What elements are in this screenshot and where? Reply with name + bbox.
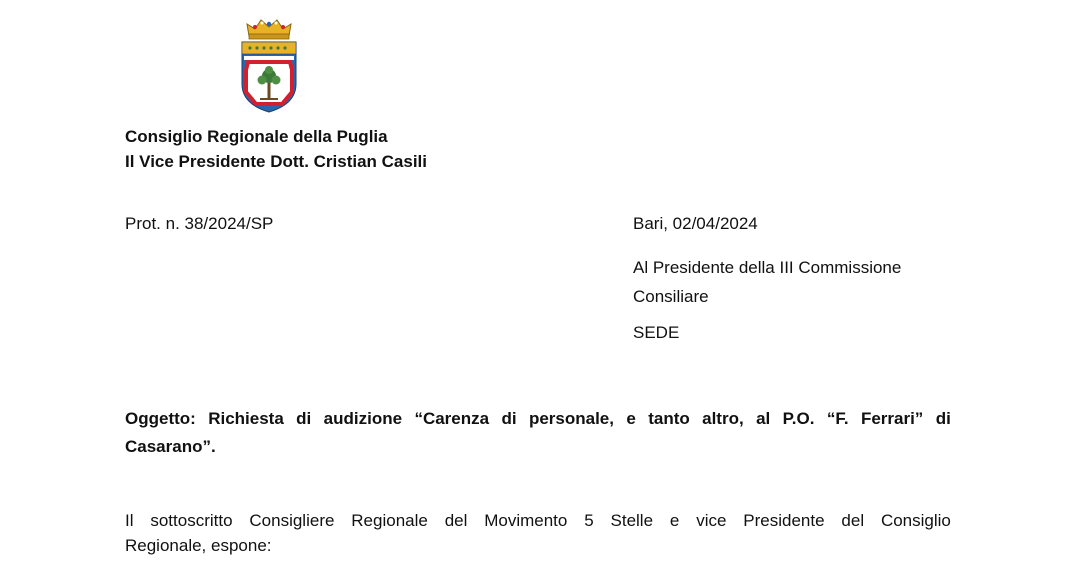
subject-word: “F. (826, 409, 849, 428)
subject-line-2: Casarano”. (125, 437, 216, 456)
body-line-1 (125, 508, 951, 533)
subject-word: Oggetto: (125, 409, 196, 428)
body-word: 5 (584, 511, 594, 530)
subject-word: audizione (323, 409, 403, 428)
subject-word: di (296, 409, 312, 428)
recipient (633, 253, 901, 311)
signatory-title: Il Vice Presidente Dott. Cristian Casili (125, 152, 428, 171)
place-date: Bari, 02/04/2024 (633, 214, 758, 233)
subject-word: tanto (648, 409, 690, 428)
subject-word: “Carenza (414, 409, 490, 428)
recipient-line-1: Al Presidente della III Commissione (633, 258, 902, 277)
body-paragraph (125, 508, 951, 558)
subject-word: di (935, 409, 951, 428)
recipient-line-2: Consiliare (633, 287, 709, 306)
body-line-2: Regionale, espone: (125, 536, 272, 555)
subject-word: di (501, 409, 517, 428)
subject-block (125, 405, 951, 461)
recipient-location: SEDE (633, 323, 680, 342)
shield (242, 42, 296, 112)
letterhead (125, 124, 427, 174)
body-word: sottoscritto (150, 511, 233, 530)
body-word: del (841, 511, 865, 530)
puglia-coat-of-arms-icon (238, 14, 300, 114)
body-word: Consiglio (880, 511, 951, 530)
body-word: Il (125, 511, 134, 530)
subject-word: P.O. (782, 409, 815, 428)
body-word: Consigliere (249, 511, 335, 530)
body-word: vice (696, 511, 727, 530)
subject-word: Ferrari” (860, 409, 924, 428)
subject-word: Richiesta (208, 409, 284, 428)
subject-word: e (626, 409, 636, 428)
subject-word: altro, (702, 409, 744, 428)
subject-word: personale, (528, 409, 614, 428)
body-word: Presidente (743, 511, 825, 530)
protocol-number: Prot. n. 38/2024/SP (125, 214, 274, 233)
body-word: del (444, 511, 468, 530)
subject-line-1 (125, 405, 951, 433)
crown (247, 20, 291, 39)
body-word: Regionale (351, 511, 428, 530)
body-word: Movimento (484, 511, 568, 530)
institution-name: Consiglio Regionale della Puglia (125, 127, 388, 146)
subject-word: al (756, 409, 771, 428)
body-word: e (669, 511, 680, 530)
address-block (633, 212, 901, 345)
body-word: Stelle (610, 511, 654, 530)
